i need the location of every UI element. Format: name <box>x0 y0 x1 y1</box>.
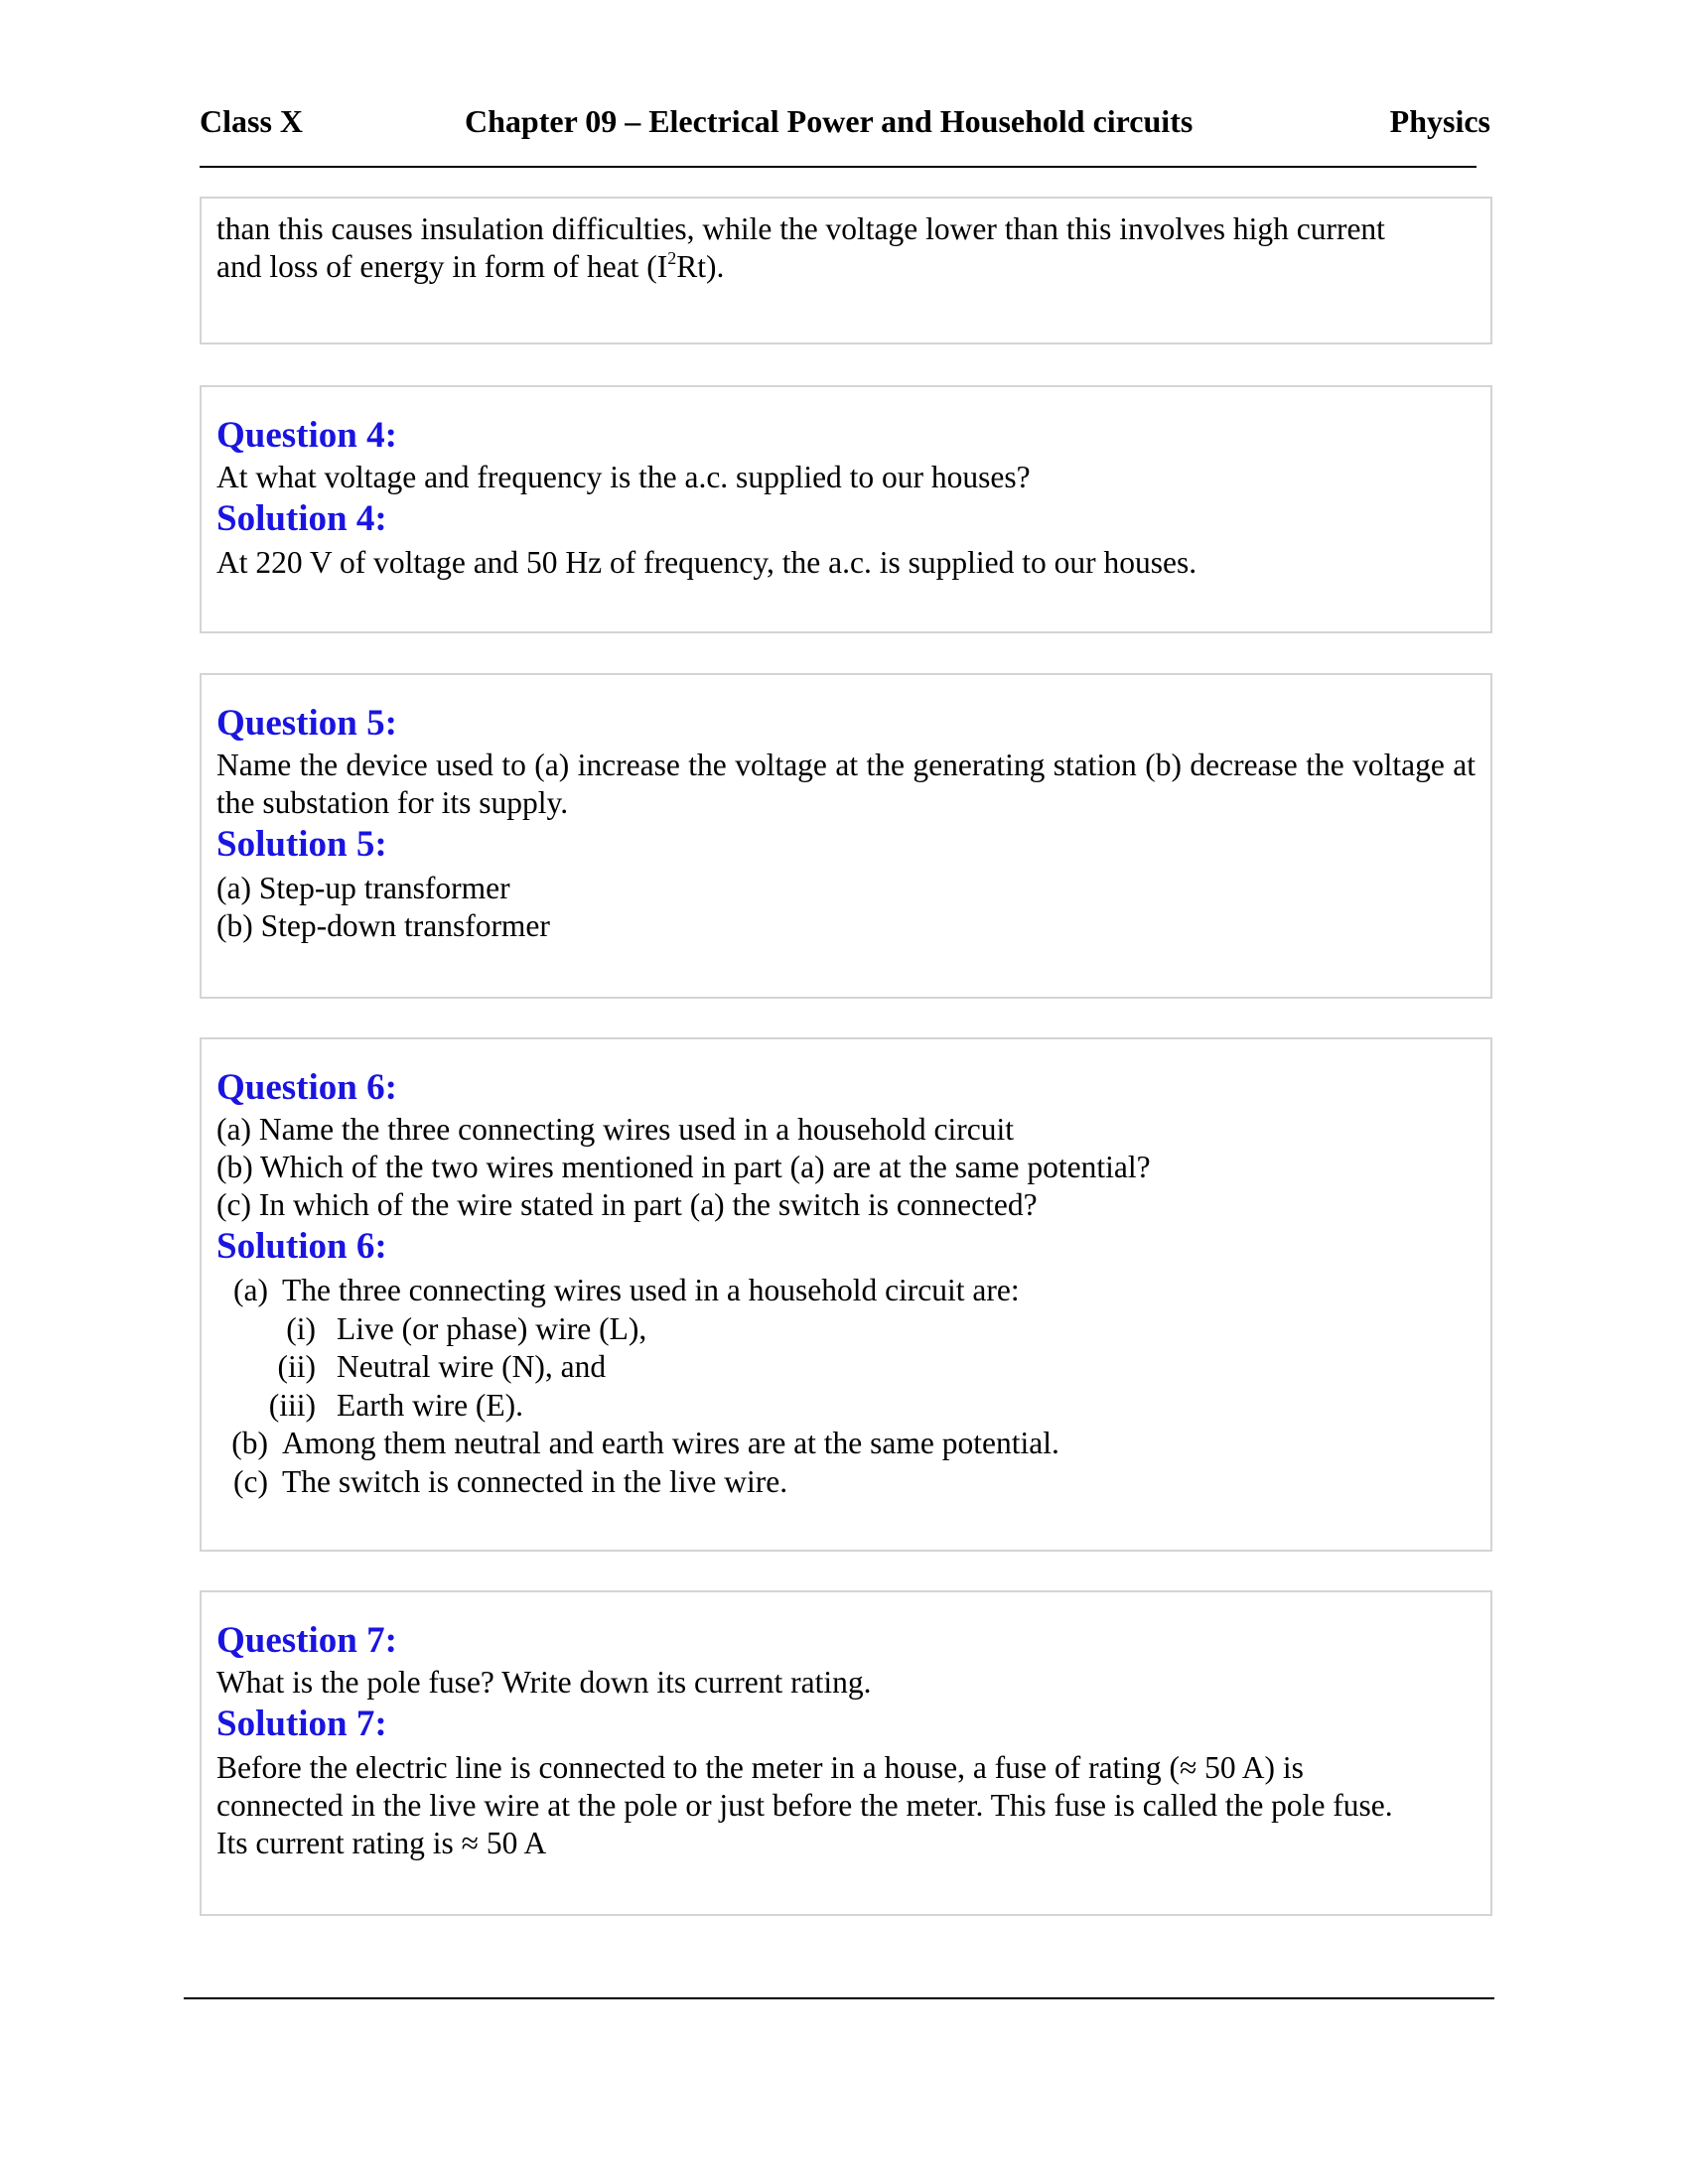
question-7-text: What is the pole fuse? Write down its current rating. <box>216 1665 872 1700</box>
subitem-label: (i) <box>286 1310 316 1346</box>
subitem-label: (iii) <box>268 1387 316 1423</box>
question-7-box <box>200 1590 1492 1916</box>
page-header <box>200 97 1490 145</box>
solution-6-subitem-ii <box>216 1348 1476 1387</box>
solution-7-line-1: Before the electric line is connected to the meter in a house, a fuse of rating (≈ 50 A) is <box>216 1750 1304 1785</box>
item-text: The three connecting wires used in a household circuit are: <box>282 1273 1020 1307</box>
question-4-heading: Question 4: <box>216 415 397 456</box>
superscript-two: 2 <box>667 247 677 268</box>
continuation-box <box>200 197 1492 344</box>
subitem-text: Live (or phase) wire (L), <box>337 1310 647 1346</box>
question-6-box <box>200 1037 1492 1552</box>
solution-6-item-b <box>216 1425 1476 1463</box>
continuation-line-2 <box>216 248 1476 286</box>
solution-7-line-3: Its current rating is ≈ 50 A <box>216 1826 547 1860</box>
solution-4-text: At 220 V of voltage and 50 Hz of frequency, the a.c. is supplied to our houses. <box>216 545 1197 580</box>
question-5-heading: Question 5: <box>216 703 397 744</box>
solution-6-heading: Solution 6: <box>216 1226 387 1267</box>
chapter-title: Chapter 09 – Electrical Power and Household circuits <box>465 103 1194 139</box>
question-6-part-b: (b) Which of the two wires mentioned in part (a) are at the same potential? <box>216 1150 1151 1184</box>
class-label: Class X <box>200 103 304 139</box>
solution-5-heading: Solution 5: <box>216 824 387 865</box>
item-label: (c) <box>233 1463 268 1499</box>
continuation-line-1: than this causes insulation difficulties, while the voltage lower than this involves high current <box>216 211 1385 246</box>
question-6-part-a: (a) Name the three connecting wires used in a household circuit <box>216 1112 1014 1147</box>
question-5-box <box>200 673 1492 999</box>
subitem-text: Neutral wire (N), and <box>337 1349 607 1384</box>
solution-7-line-2: connected in the live wire at the pole or just before the meter. This fuse is called the pole fuse. <box>216 1788 1393 1823</box>
question-6-part-c: (c) In which of the wire stated in part (a) the switch is connected? <box>216 1187 1038 1222</box>
subject-label: Physics <box>1389 103 1490 139</box>
footer-divider <box>184 1997 1494 1999</box>
continuation-line-2-text: and loss of energy in form of heat (I <box>216 249 668 284</box>
solution-4-heading: Solution 4: <box>216 498 387 539</box>
item-label: (b) <box>231 1426 268 1460</box>
question-7-heading: Question 7: <box>216 1620 397 1661</box>
solution-6-item-c <box>216 1463 1476 1502</box>
item-text: Among them neutral and earth wires are at the same potential. <box>282 1426 1059 1460</box>
solution-5-line-b: (b) Step-down transformer <box>216 908 550 943</box>
solution-6-subitem-i <box>216 1310 1476 1349</box>
question-4-box <box>200 385 1492 633</box>
subitem-label: (ii) <box>277 1349 316 1384</box>
question-5-text: Name the device used to (a) increase the voltage at the generating station (b) decrease the voltage at the substation for its supply. <box>216 748 1476 820</box>
solution-6-subitem-iii <box>216 1387 1476 1426</box>
solution-5-line-a: (a) Step-up transformer <box>216 871 510 905</box>
item-text: The switch is connected in the live wire. <box>282 1463 788 1499</box>
question-6-heading: Question 6: <box>216 1067 397 1108</box>
header-divider <box>200 166 1477 168</box>
subitem-text: Earth wire (E). <box>337 1387 524 1423</box>
solution-7-heading: Solution 7: <box>216 1704 387 1744</box>
item-label: (a) <box>233 1273 268 1307</box>
continuation-line-2-end: Rt). <box>676 249 725 284</box>
solution-6-item-a <box>216 1272 1476 1310</box>
question-4-text: At what voltage and frequency is the a.c. supplied to our houses? <box>216 460 1031 494</box>
